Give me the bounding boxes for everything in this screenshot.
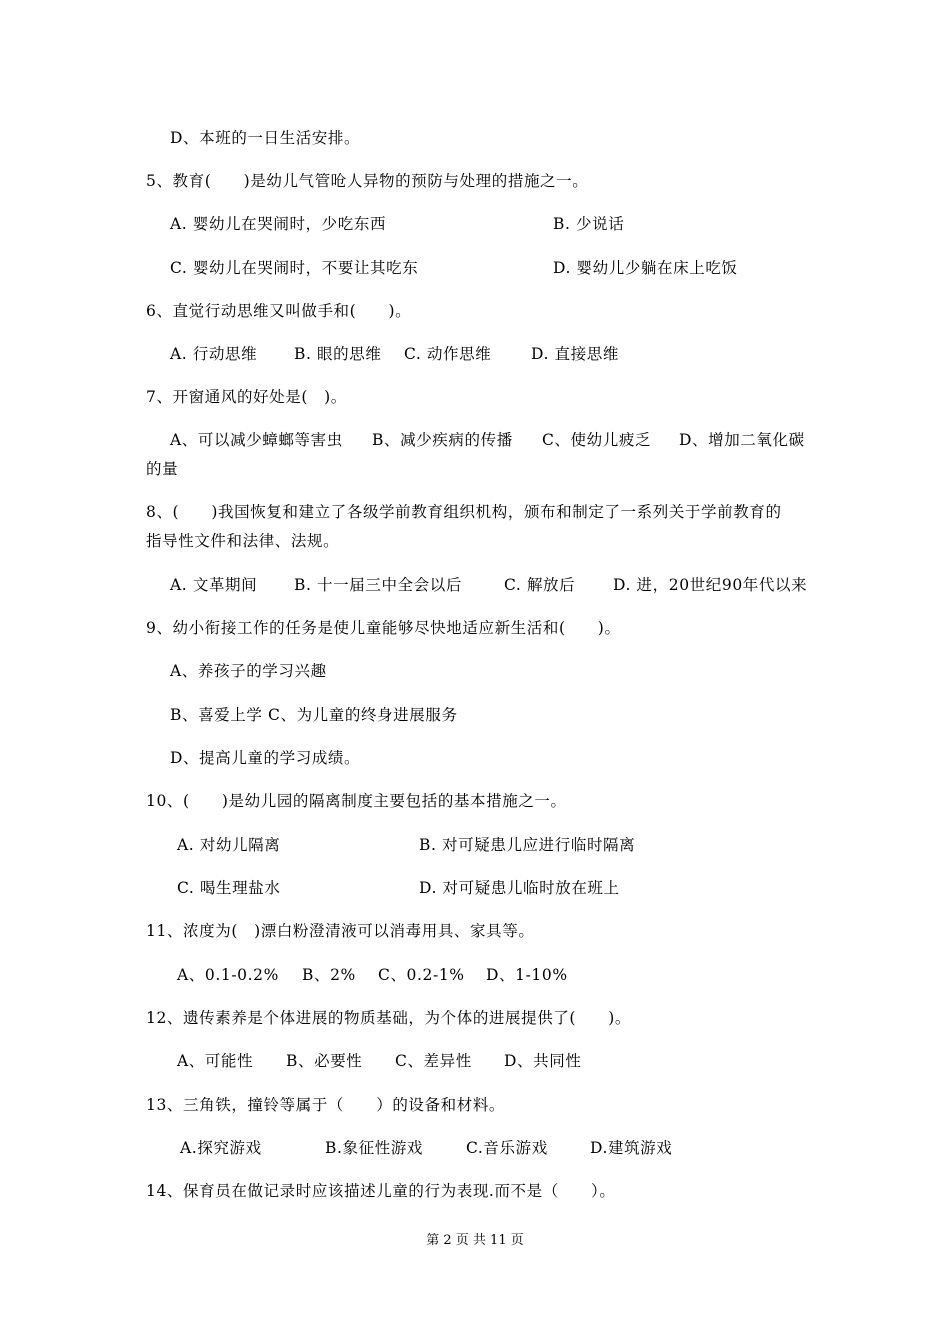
q10-option-c: C. 喝生理盐水 xyxy=(177,879,281,897)
q5-stem: 5、教育( )是幼儿气管呛人异物的预防与处理的措施之一。 xyxy=(146,172,589,190)
q5-option-b: B. 少说话 xyxy=(553,215,625,233)
q7-option-c: C、使幼儿疲乏 xyxy=(542,431,652,449)
q10-option-b: B. 对可疑患儿应进行临时隔离 xyxy=(419,836,636,854)
q13-stem: 13、三角铁，撞铃等属于（ ）的设备和材料。 xyxy=(146,1096,506,1114)
q11-option-d: D、1-10% xyxy=(486,966,568,984)
q8-option-b: B. 十一届三中全会以后 xyxy=(294,576,462,594)
q4-option-d: D、本班的一日生活安排。 xyxy=(170,129,361,147)
q5-option-d: D. 婴幼儿少躺在床上吃饭 xyxy=(553,259,738,277)
page-footer: 第 2 页 共 11 页 xyxy=(426,1233,524,1248)
q7-option-d: D、增加二氧化碳 xyxy=(679,431,805,449)
q8-option-c: C. 解放后 xyxy=(504,576,576,594)
q8-option-d: D. 进，20世纪90年代以来 xyxy=(613,576,808,594)
q11-option-b: B、2% xyxy=(302,966,356,984)
q9-option-d: D、提高儿童的学习成绩。 xyxy=(170,749,361,767)
q6-option-a: A. 行动思维 xyxy=(170,345,258,363)
q13-option-a: A.探究游戏 xyxy=(180,1139,262,1157)
q6-option-d: D. 直接思维 xyxy=(531,345,619,363)
q12-option-c: C、差异性 xyxy=(395,1052,472,1070)
q5-option-a: A. 婴幼儿在哭闹时，少吃东西 xyxy=(170,215,387,233)
q6-option-c: C. 动作思维 xyxy=(404,345,492,363)
q13-option-b: B.象征性游戏 xyxy=(325,1139,424,1157)
q7-option-a: A、可以减少蟑螂等害虫 xyxy=(170,431,343,449)
q12-option-a: A、可能性 xyxy=(177,1052,254,1070)
q6-option-b: B. 眼的思维 xyxy=(294,345,382,363)
q8-stem-line2: 指导性文件和法律、法规。 xyxy=(146,532,340,550)
q11-stem: 11、浓度为( )漂白粉澄清液可以消毒用具、家具等。 xyxy=(146,922,535,940)
q5-option-c: C. 婴幼儿在哭闹时，不要让其吃东 xyxy=(170,259,419,277)
q10-stem: 10、( )是幼儿园的隔离制度主要包括的基本措施之一。 xyxy=(146,792,567,810)
q12-stem: 12、遗传素养是个体进展的物质基础，为个体的进展提供了( )。 xyxy=(146,1009,632,1027)
q9-option-a: A、养孩子的学习兴趣 xyxy=(170,662,327,680)
q12-option-b: B、必要性 xyxy=(286,1052,363,1070)
q7-option-b: B、减少疾病的传播 xyxy=(372,431,513,449)
q13-option-c: C.音乐游戏 xyxy=(466,1139,548,1157)
q11-option-a: A、0.1-0.2% xyxy=(177,966,279,984)
q12-option-d: D、共同性 xyxy=(504,1052,582,1070)
q10-option-d: D. 对可疑患儿临时放在班上 xyxy=(419,879,620,897)
q8-option-a: A. 文革期间 xyxy=(170,576,258,594)
q11-option-c: C、0.2-1% xyxy=(378,966,465,984)
q9-stem: 9、幼小衔接工作的任务是使儿童能够尽快地适应新生活和( )。 xyxy=(146,619,621,637)
q7-option-d-continued: 的量 xyxy=(146,460,179,478)
q6-stem: 6、直觉行动思维又叫做手和( )。 xyxy=(146,302,412,320)
q8-stem-line1: 8、( )我国恢复和建立了各级学前教育组织机构，颁布和制定了一系列关于学前教育的 xyxy=(146,503,782,521)
q14-stem: 14、保育员在做记录时应该描述儿童的行为表现.而不是（ ）。 xyxy=(146,1182,616,1200)
q10-option-a: A. 对幼儿隔离 xyxy=(177,836,281,854)
q7-stem: 7、开窗通风的好处是( )。 xyxy=(146,388,347,406)
q9-option-bc: B、喜爱上学 C、为儿童的终身进展服务 xyxy=(170,706,458,724)
q13-option-d: D.建筑游戏 xyxy=(590,1139,673,1157)
